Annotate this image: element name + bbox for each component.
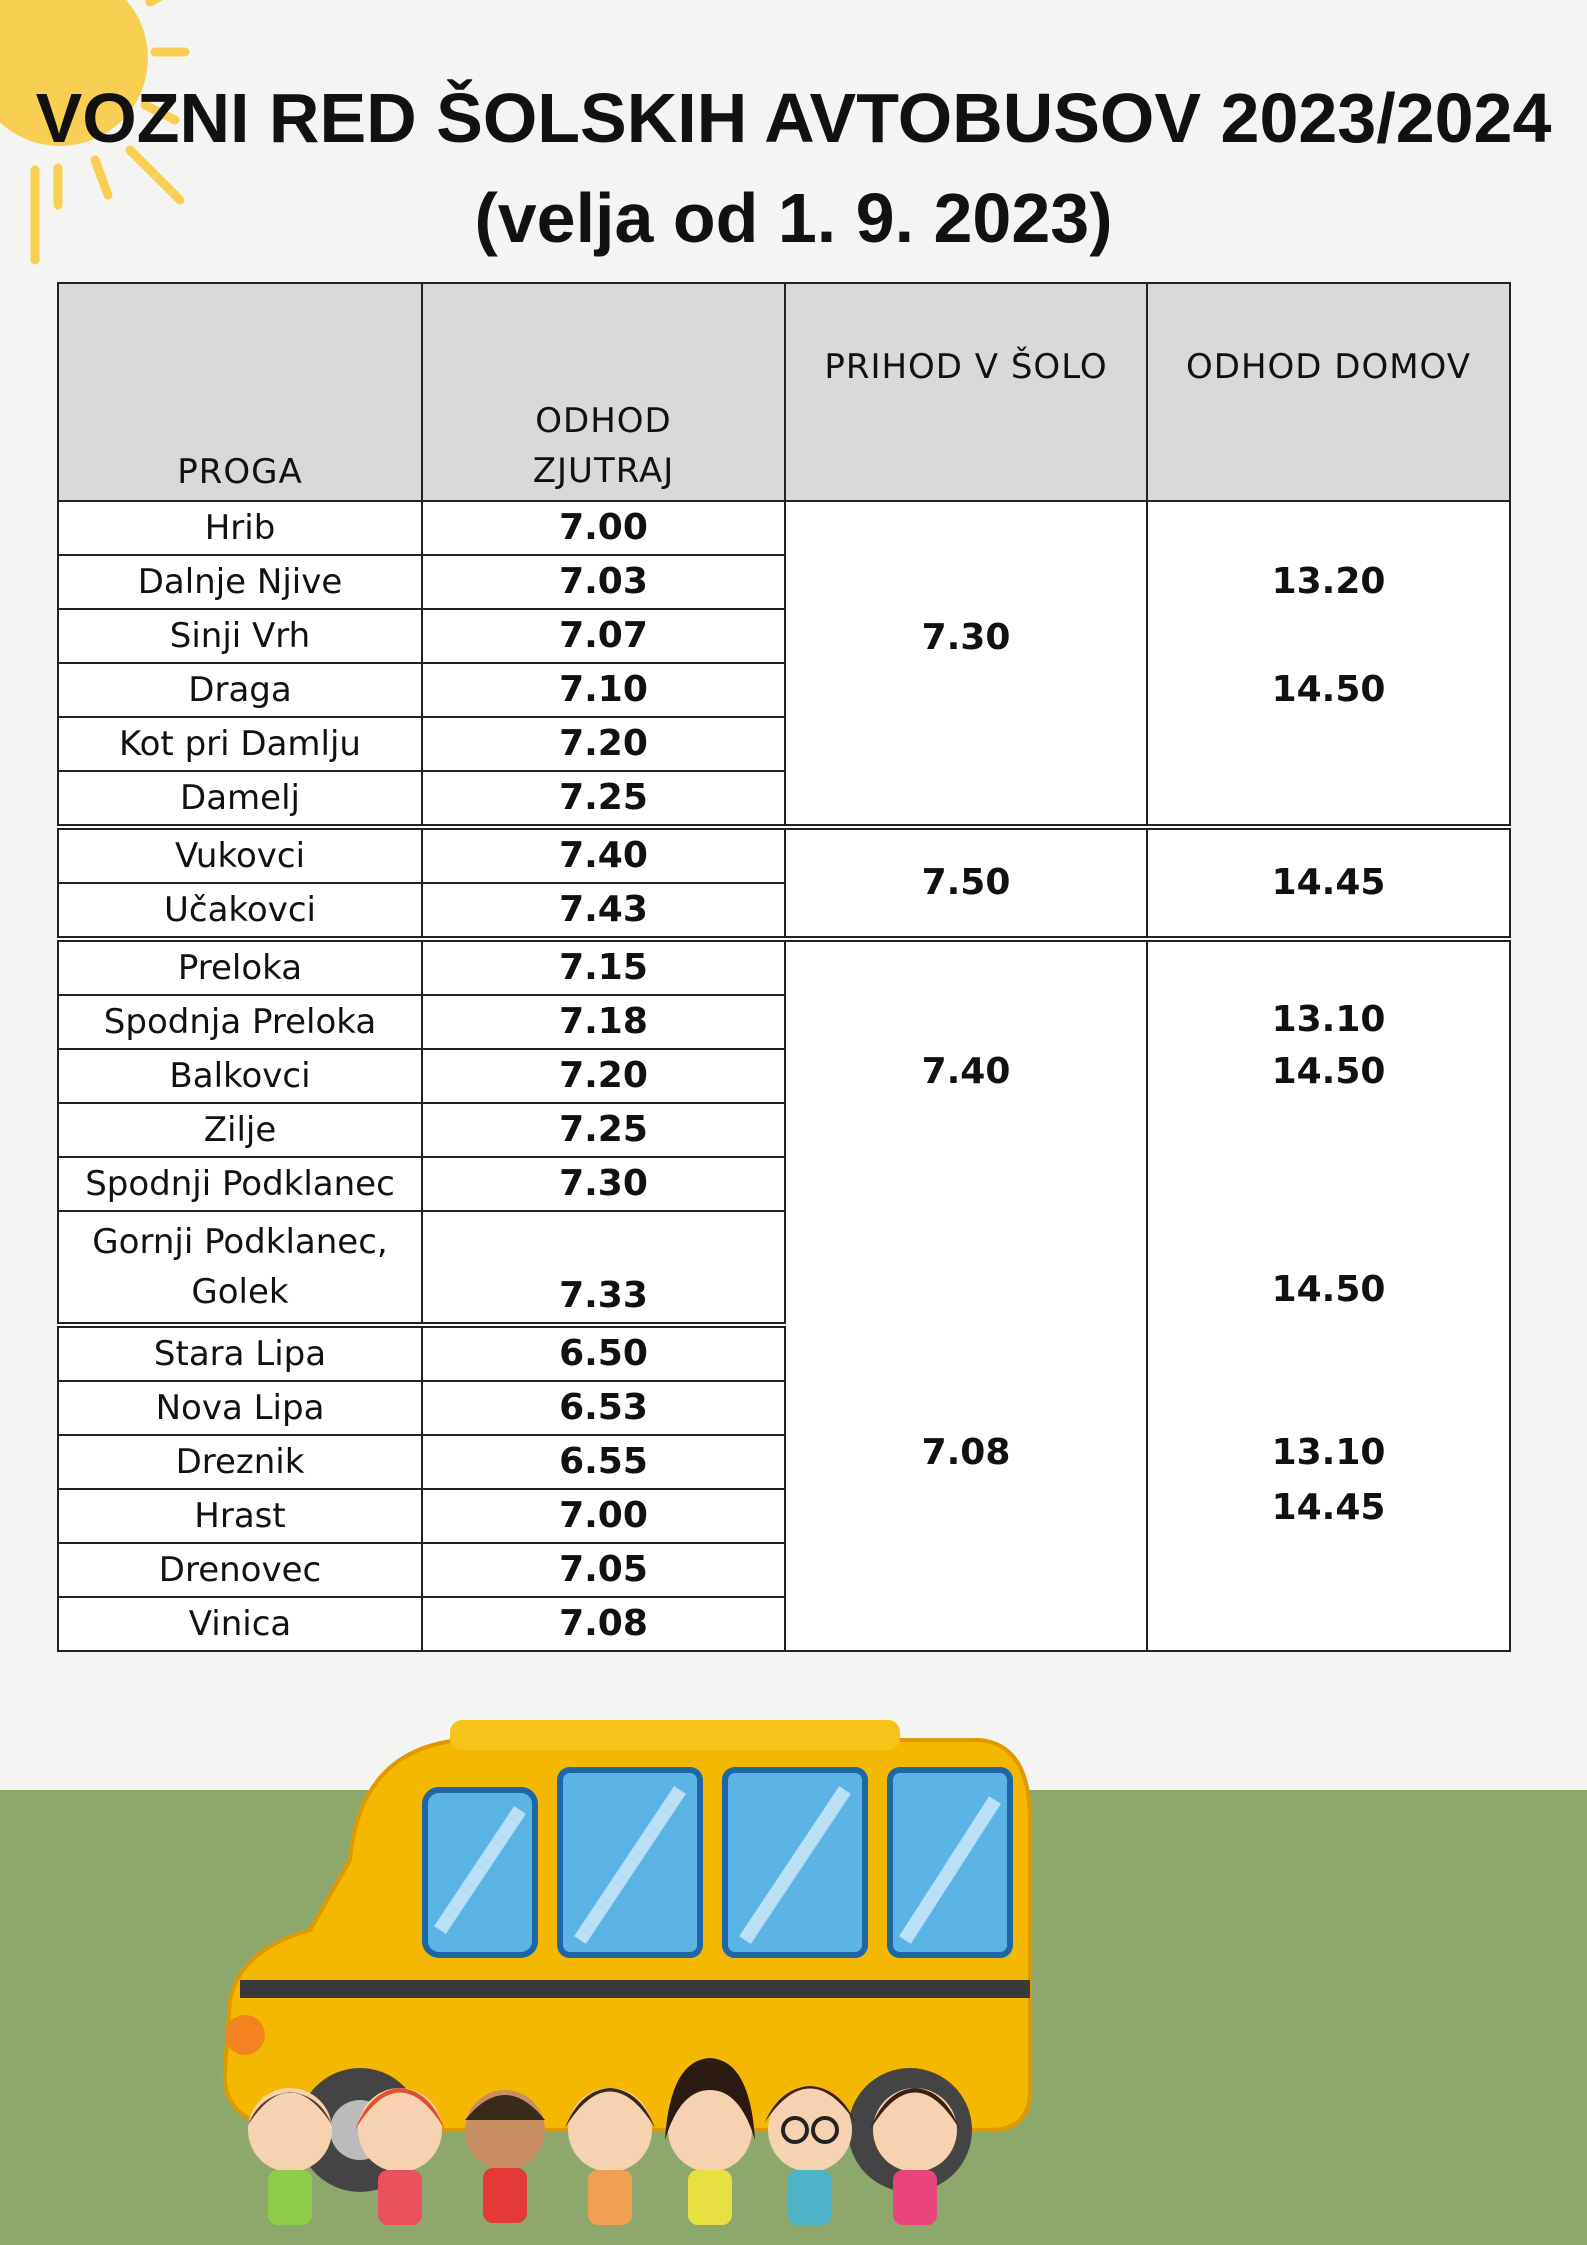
departure-time: 7.18 bbox=[422, 995, 785, 1049]
departure-time: 7.20 bbox=[422, 1049, 785, 1103]
station-name: Vukovci bbox=[58, 827, 422, 883]
home-departure-cell bbox=[1147, 939, 1510, 1651]
home-departure-time: 13.10 bbox=[1271, 999, 1386, 1040]
station-name-line2: Golek bbox=[191, 1272, 289, 1312]
departure-time: 7.05 bbox=[422, 1543, 785, 1597]
table-row bbox=[58, 827, 1510, 883]
title-line-2: (velja od 1. 9. 2023) bbox=[474, 179, 1113, 257]
station-name: Draga bbox=[58, 663, 422, 717]
station-name: Hrast bbox=[58, 1489, 422, 1543]
station-name bbox=[58, 1211, 422, 1325]
header-prihod-v-solo: PRIHOD V ŠOLO bbox=[785, 283, 1147, 501]
home-departure-time: 13.20 bbox=[1271, 561, 1386, 602]
bus-timetable bbox=[57, 282, 1511, 1652]
station-name: Učakovci bbox=[58, 883, 422, 939]
header-odhod-zjutraj bbox=[422, 283, 785, 501]
station-name: Dreznik bbox=[58, 1435, 422, 1489]
table-row bbox=[58, 939, 1510, 995]
station-name: Hrib bbox=[58, 501, 422, 555]
title-line-1: VOZNI RED ŠOLSKIH AVTOBUSOV 2023/2024 bbox=[35, 79, 1552, 157]
arrival-time: 7.50 bbox=[785, 827, 1147, 939]
departure-time: 6.50 bbox=[422, 1325, 785, 1381]
home-departure-time: 14.45 bbox=[1271, 1487, 1386, 1528]
departure-time: 7.40 bbox=[422, 827, 785, 883]
departure-time: 7.33 bbox=[422, 1211, 785, 1325]
home-departure-time: 14.50 bbox=[1271, 669, 1386, 710]
station-name: Drenovec bbox=[58, 1543, 422, 1597]
station-name: Vinica bbox=[58, 1597, 422, 1651]
departure-time: 7.25 bbox=[422, 1103, 785, 1157]
arrival-time-cell bbox=[785, 501, 1147, 827]
station-name: Balkovci bbox=[58, 1049, 422, 1103]
departure-time: 7.07 bbox=[422, 609, 785, 663]
home-departure-time: 14.50 bbox=[1271, 1269, 1386, 1310]
header-odhod-line1: ODHOD bbox=[535, 401, 672, 441]
home-departure-time: 13.10 bbox=[1271, 1432, 1386, 1473]
table-row bbox=[58, 501, 1510, 555]
departure-time: 7.00 bbox=[422, 501, 785, 555]
station-name: Nova Lipa bbox=[58, 1381, 422, 1435]
arrival-time: 7.30 bbox=[921, 617, 1011, 658]
arrival-time: 7.40 bbox=[921, 1051, 1011, 1092]
departure-time: 7.00 bbox=[422, 1489, 785, 1543]
departure-time: 7.10 bbox=[422, 663, 785, 717]
station-name-line1: Gornji Podklanec, bbox=[92, 1222, 388, 1262]
table-header-row bbox=[58, 283, 1510, 501]
departure-time: 6.55 bbox=[422, 1435, 785, 1489]
header-odhod-line2: ZJUTRAJ bbox=[532, 451, 675, 491]
departure-time: 6.53 bbox=[422, 1381, 785, 1435]
home-departure-time: 14.50 bbox=[1271, 1051, 1386, 1092]
departure-time: 7.08 bbox=[422, 1597, 785, 1651]
station-name: Zilje bbox=[58, 1103, 422, 1157]
station-name: Damelj bbox=[58, 771, 422, 827]
page-title bbox=[0, 68, 1587, 268]
home-departure-time: 14.45 bbox=[1147, 827, 1510, 939]
school-bus-illustration bbox=[200, 1660, 1100, 2245]
station-name: Dalnje Njive bbox=[58, 555, 422, 609]
station-name: Kot pri Damlju bbox=[58, 717, 422, 771]
departure-time: 7.30 bbox=[422, 1157, 785, 1211]
station-name: Stara Lipa bbox=[58, 1325, 422, 1381]
departure-time: 7.43 bbox=[422, 883, 785, 939]
departure-time: 7.03 bbox=[422, 555, 785, 609]
header-odhod-domov: ODHOD DOMOV bbox=[1147, 283, 1510, 501]
departure-time: 7.20 bbox=[422, 717, 785, 771]
home-departure-cell bbox=[1147, 501, 1510, 827]
departure-time: 7.25 bbox=[422, 771, 785, 827]
arrival-time-cell bbox=[785, 939, 1147, 1651]
station-name: Spodnji Podklanec bbox=[58, 1157, 422, 1211]
station-name: Preloka bbox=[58, 939, 422, 995]
departure-time: 7.15 bbox=[422, 939, 785, 995]
station-name: Spodnja Preloka bbox=[58, 995, 422, 1049]
header-proga: PROGA bbox=[58, 283, 422, 501]
arrival-time: 7.08 bbox=[921, 1432, 1011, 1473]
station-name: Sinji Vrh bbox=[58, 609, 422, 663]
